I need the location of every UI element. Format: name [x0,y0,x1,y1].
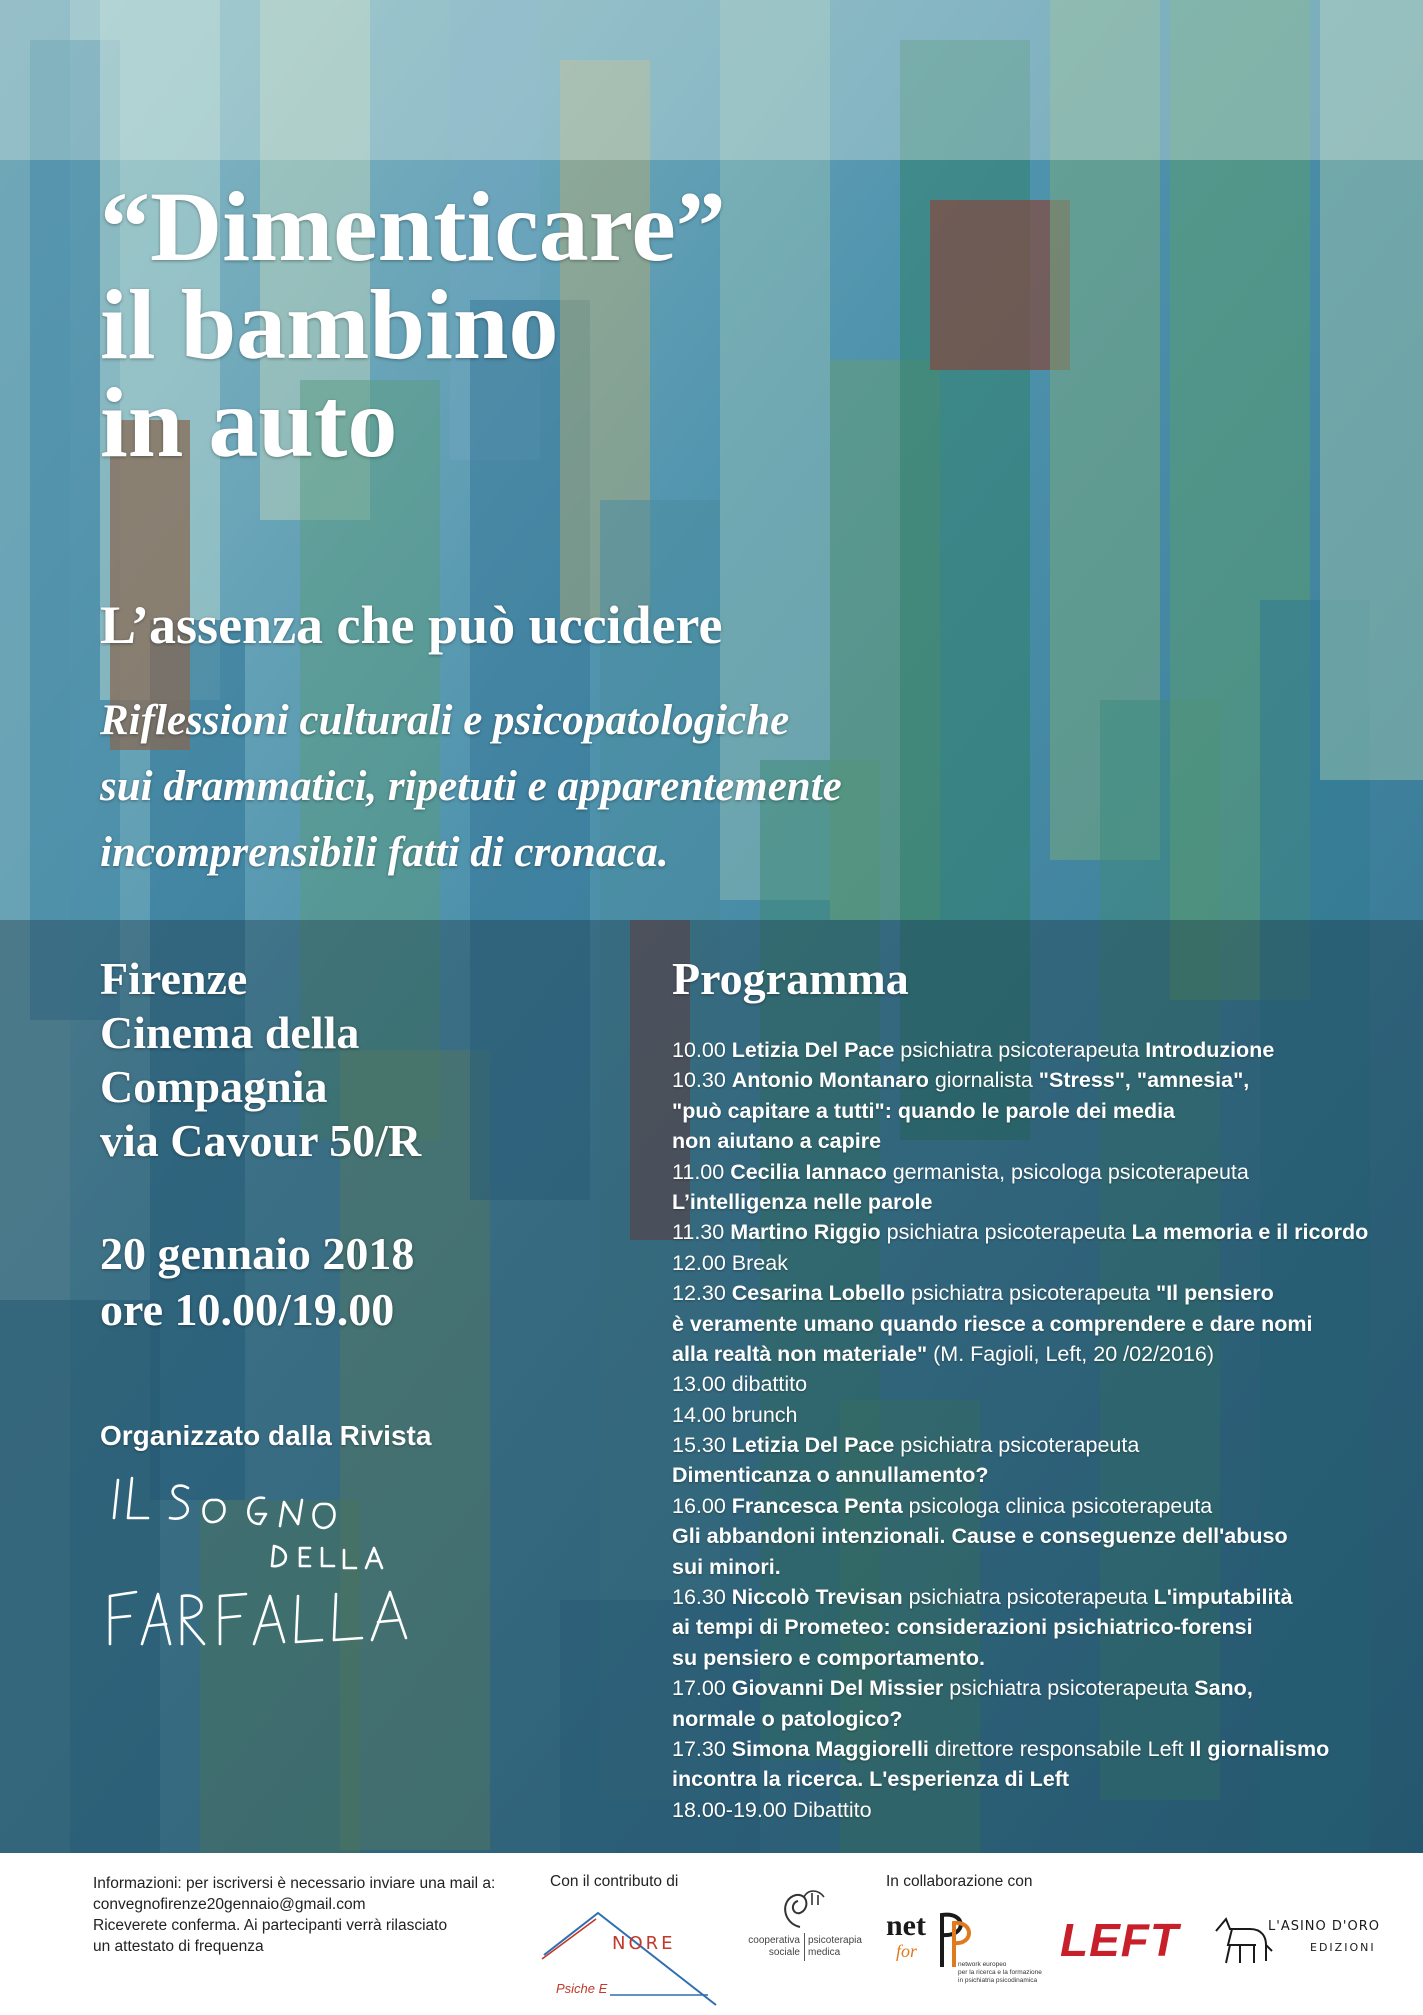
left-logo [1060,1913,1179,1969]
program-bold-text: Antonio Montanaro [731,1068,929,1093]
poster-subtitle: L’assenza che può uccidere [100,595,723,655]
program-text: 14.00 brunch [672,1402,798,1427]
cooperativa-line: psicoterapia [808,1935,862,1946]
program-bold-text: Letizia Del Pace [731,1433,895,1458]
program-bold-text: alla realtà non materiale" [672,1341,928,1366]
program-line [672,1400,1368,1430]
left-logo-text: LEFT [1060,1914,1179,1966]
program-line [672,1582,1368,1612]
contributo-label: Con il contributo di [550,1873,679,1890]
program-bold-text: è veramente umano quando riesce a comprendere e dare nomi [672,1311,1313,1336]
venue-block [100,952,421,1168]
program-bold-text: Francesca Penta [731,1493,903,1518]
description-line: incomprensibili fatti di cronaca. [100,829,669,876]
program-text: psichiatra psicoterapeuta [902,1585,1154,1610]
nore-logo [540,1905,720,2009]
netforpp-logo [886,1909,1046,1999]
venue-line: Compagnia [100,1061,328,1112]
program-line [672,1643,1368,1673]
cooperativa-divider [804,1933,805,1961]
cooperativa-line: medica [808,1947,841,1958]
netforpp-line: per la ricerca e la formazione [958,1969,1042,1976]
program-line [672,1491,1368,1521]
program-bold-text: Giovanni Del Missier [731,1676,944,1701]
program-bold-text: Il giornalismo [1189,1736,1330,1761]
program-bold-text: ai tempi di Prometeo: considerazioni psichiatrico-forensi [672,1615,1253,1640]
title-line: in auto [100,367,398,478]
program-bold-text: Cecilia Iannaco [730,1159,887,1184]
il-sogno-della-farfalla-logo [96,1468,436,1648]
cooperativa-line: cooperativa [748,1935,800,1946]
program-text: psichiatra psicoterapeuta [943,1676,1195,1701]
program-line [672,1369,1368,1399]
program-bold-text: La memoria e il ricordo [1131,1220,1369,1245]
date-line: 20 gennaio 2018 [100,1228,415,1279]
program-line [672,1278,1368,1308]
program-line [672,1552,1368,1582]
program-bold-text: sui minori. [672,1554,781,1579]
program-bold-text: normale o patologico? [672,1706,903,1731]
nore-top-text: NORE [612,1933,676,1954]
program-text: 12.00 Break [672,1250,788,1275]
program-text: 18.00-19.00 Dibattito [672,1797,872,1822]
program-bold-text: Simona Maggiorelli [731,1736,929,1761]
footer [0,1853,1423,2015]
program-bold-text: Cesarina Lobello [731,1281,906,1306]
asino-subtitle: EDIZIONI [1310,1941,1376,1954]
program-bold-text: Niccolò Trevisan [731,1585,903,1610]
donkey-icon [1210,1915,1274,1967]
program-line [672,1309,1368,1339]
program-line [672,1217,1368,1247]
program-text: 17.00 [672,1676,732,1701]
program-text: 12.30 [672,1281,732,1306]
program-list [672,1035,1368,1825]
description-line: Riflessioni culturali e psicopatologiche [100,697,790,744]
program-line [672,1065,1368,1095]
program-line [672,1035,1368,1065]
program-line [672,1734,1368,1764]
venue-line: Cinema della [100,1007,360,1058]
program-line [672,1460,1368,1490]
info-line: un attestato di frequenza [93,1938,264,1955]
program-text: 15.30 [672,1433,732,1458]
poster-description [100,688,842,886]
program-bold-text: "Stress", "amnesia", [1038,1068,1250,1093]
title-line: “Dimenticare” [100,171,726,282]
netforpp-line: in psichiatria psicodinamica [958,1977,1038,1984]
program-line [672,1187,1368,1217]
program-text: psicologa clinica psicoterapeuta [902,1493,1213,1518]
program-bold-text: "può capitare a tutti": quando le parole dei media [672,1098,1176,1123]
program-bold-text: incontra la ricerca. L'esperienza di Left [672,1767,1070,1792]
program-text: 16.30 [672,1585,732,1610]
program-line [672,1430,1368,1460]
program-line [672,1673,1368,1703]
contact-email[interactable]: convegnofirenze20gennaio@gmail.com [93,1896,366,1913]
netforpp-pp-icon [936,1909,976,1969]
cooperativa-right-text [808,1935,862,1959]
program-text: (M. Fagioli, Left, 20 /02/2016) [927,1341,1214,1366]
program-bold-text: Martino Riggio [730,1220,881,1245]
program-text: 13.00 dibattito [672,1372,808,1397]
collaborazione-label: In collaborazione con [886,1873,1033,1890]
program-text: 11.30 [672,1220,731,1245]
program-text: psichiatra psicoterapeuta [905,1281,1157,1306]
program-text: psichiatra psicoterapeuta [894,1433,1140,1458]
program-line [672,1157,1368,1187]
program-bold-text: Introduzione [1145,1038,1275,1062]
program-bold-text: su pensiero e comportamento. [672,1645,986,1670]
program-bold-text: Gli abbandoni intenzionali. Cause e conseguenze dell'abuso [672,1524,1288,1549]
asino-title: L'ASINO D'ORO [1268,1919,1380,1934]
program-line [672,1795,1368,1825]
program-line [672,1096,1368,1126]
organizer-label: Organizzato dalla Rivista [100,1420,432,1451]
program-line [672,1339,1368,1369]
poster-title [100,171,726,478]
program-line [672,1764,1368,1794]
venue-line: Firenze [100,953,248,1004]
netforpp-line: network europeo [958,1961,1007,1968]
program-text: 10.30 [672,1068,732,1093]
cooperativa-psicoterapia-medica-logo [748,1883,860,1983]
time-line: ore 10.00/19.00 [100,1284,395,1335]
asino-doro-logo [1210,1915,1390,1975]
description-line: sui drammatici, ripetuti e apparentemente [100,763,842,810]
program-text: psichiatra psicoterapeuta [894,1038,1146,1062]
cooperativa-line: sociale [768,1947,800,1958]
program-bold-text: Sano, [1194,1676,1253,1701]
cooperativa-left-text [748,1935,800,1959]
program-line [672,1704,1368,1734]
program-line [672,1126,1368,1156]
program-text: 11.00 [672,1159,731,1184]
program-line [672,1521,1368,1551]
program-text: direttore responsabile Left [928,1736,1190,1761]
info-line: Informazioni: per iscriversi è necessario inviare una mail a: [93,1875,496,1892]
info-line: Riceverete conferma. Ai partecipanti verrà rilasciato [93,1917,448,1934]
netforpp-desc [958,1961,1042,1985]
cooperativa-mark-icon [772,1883,832,1931]
program-heading: Programma [672,953,909,1004]
program-bold-text: Dimenticanza o annullamento? [672,1463,989,1488]
program-text: 10.00 [672,1038,732,1062]
program-bold-text: Letizia Del Pace [731,1038,895,1062]
program-text: 17.30 [672,1736,732,1761]
netforpp-sub: for [896,1941,918,1961]
venue-line: via Cavour 50/R [100,1115,422,1166]
program-bold-text: L’intelligenza nelle parole [672,1189,933,1214]
footer-info [93,1873,495,1957]
program-line [672,1612,1368,1642]
program-text: 16.00 [672,1493,732,1518]
program-line [672,1248,1368,1278]
nore-bottom-text: Psiche E [556,1981,608,1996]
program-bold-text: non aiutano a capire [672,1129,882,1154]
program-bold-text: L'imputabilità [1153,1585,1293,1610]
program-bold-text: "Il pensiero [1156,1281,1274,1306]
date-block [100,1226,414,1338]
program-text: germanista, psicologa psicoterapeuta [886,1159,1249,1184]
netforpp-mark: net [886,1909,926,1942]
title-line: il bambino [100,269,559,380]
program-text: psichiatra psicoterapeuta [880,1220,1132,1245]
program-text: giornalista [928,1068,1039,1093]
